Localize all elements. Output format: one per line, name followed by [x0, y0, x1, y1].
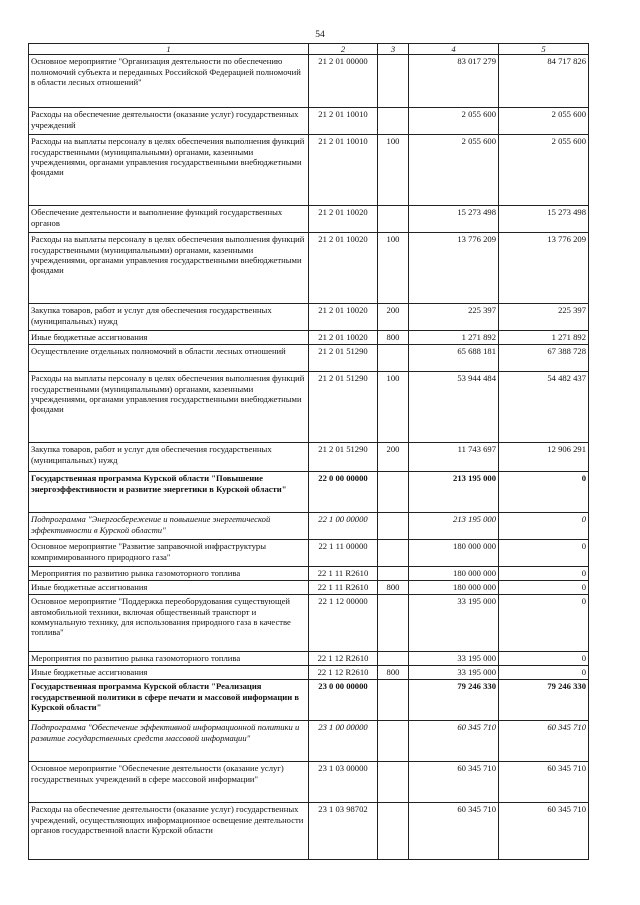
row-name-cell: Подпрограмма "Энергосбережение и повышение энергетической эффективности в Курской области" [29, 513, 309, 540]
table-row [29, 55, 589, 108]
row-value-2019-cell: 54 482 437 [499, 372, 589, 443]
row-code-cell: 22 1 12 R2610 [309, 652, 378, 666]
column-header-4: 4 [409, 44, 499, 55]
row-type-cell: 100 [378, 372, 409, 443]
row-name-cell: Подпрограмма "Обеспечение эффективной информационной политики и развитие государственных средств массовой информации" [29, 721, 309, 762]
table-row [29, 345, 589, 372]
row-value-2019-cell: 67 388 728 [499, 345, 589, 372]
row-value-2019-cell: 0 [499, 666, 589, 680]
row-name-cell: Осуществление отдельных полномочий в области лесных отношений [29, 345, 309, 372]
column-header-3: 3 [378, 44, 409, 55]
table-body [29, 55, 589, 860]
row-value-2018-cell: 2 055 600 [409, 135, 499, 206]
row-value-2019-cell: 2 055 600 [499, 108, 589, 135]
table-row [29, 803, 589, 860]
row-code-cell: 22 0 00 00000 [309, 472, 378, 513]
row-code-cell: 23 1 03 98702 [309, 803, 378, 860]
table-header-row [29, 44, 589, 55]
row-type-cell: 800 [378, 331, 409, 345]
row-value-2019-cell: 0 [499, 652, 589, 666]
row-code-cell: 21 2 01 51290 [309, 345, 378, 372]
row-value-2018-cell: 33 195 000 [409, 595, 499, 652]
row-code-cell: 21 2 01 10020 [309, 206, 378, 233]
row-code-cell: 21 2 01 10020 [309, 331, 378, 345]
row-name-cell: Основное мероприятие "Обеспечение деятельности (оказание услуг) государственных учреждений в сфере массовой информации" [29, 762, 309, 803]
row-type-cell [378, 472, 409, 513]
row-code-cell: 23 1 00 00000 [309, 721, 378, 762]
row-code-cell: 23 0 00 00000 [309, 680, 378, 721]
row-value-2018-cell: 53 944 484 [409, 372, 499, 443]
row-value-2018-cell: 60 345 710 [409, 762, 499, 803]
row-code-cell: 22 1 12 R2610 [309, 666, 378, 680]
row-type-cell [378, 803, 409, 860]
row-name-cell: Основное мероприятие "Поддержка переоборудования существующей автомобильной техники, включая общественный транспорт и коммунальную технику, для использования природного газа в качестве топлива" [29, 595, 309, 652]
table-row [29, 680, 589, 721]
row-code-cell: 21 2 01 51290 [309, 443, 378, 472]
row-name-cell: Расходы на обеспечение деятельности (оказание услуг) государственных учреждений [29, 108, 309, 135]
row-value-2018-cell: 60 345 710 [409, 721, 499, 762]
row-name-cell: Закупка товаров, работ и услуг для обеспечения государственных (муниципальных) нужд [29, 304, 309, 331]
row-value-2019-cell: 225 397 [499, 304, 589, 331]
row-type-cell: 200 [378, 304, 409, 331]
row-value-2018-cell: 79 246 330 [409, 680, 499, 721]
row-value-2018-cell: 83 017 279 [409, 55, 499, 108]
page-number: 54 [315, 30, 325, 40]
row-name-cell: Мероприятия по развитию рынка газомоторного топлива [29, 652, 309, 666]
row-type-cell [378, 595, 409, 652]
table-row [29, 581, 589, 595]
row-name-cell: Иные бюджетные ассигнования [29, 581, 309, 595]
row-name-cell: Государственная программа Курской области "Повышение энергоэффективности и развитие энергетики в Курской области" [29, 472, 309, 513]
column-header-5: 5 [499, 44, 589, 55]
row-value-2019-cell: 0 [499, 513, 589, 540]
row-type-cell [378, 108, 409, 135]
row-name-cell: Иные бюджетные ассигнования [29, 331, 309, 345]
row-value-2018-cell: 11 743 697 [409, 443, 499, 472]
row-code-cell: 22 1 11 R2610 [309, 581, 378, 595]
column-header-1: 1 [29, 44, 309, 55]
row-value-2018-cell: 180 000 000 [409, 567, 499, 581]
row-value-2019-cell: 0 [499, 472, 589, 513]
row-type-cell: 100 [378, 233, 409, 304]
table-row [29, 233, 589, 304]
row-value-2019-cell: 60 345 710 [499, 721, 589, 762]
row-value-2018-cell: 213 195 000 [409, 513, 499, 540]
row-type-cell [378, 540, 409, 567]
table-row [29, 595, 589, 652]
row-value-2019-cell: 13 776 209 [499, 233, 589, 304]
row-type-cell [378, 721, 409, 762]
table-row [29, 135, 589, 206]
row-value-2019-cell: 84 717 826 [499, 55, 589, 108]
row-value-2019-cell: 12 906 291 [499, 443, 589, 472]
row-code-cell: 23 1 03 00000 [309, 762, 378, 803]
row-type-cell [378, 567, 409, 581]
row-code-cell: 21 2 01 51290 [309, 372, 378, 443]
row-value-2019-cell: 15 273 498 [499, 206, 589, 233]
row-value-2019-cell: 0 [499, 595, 589, 652]
row-value-2019-cell: 2 055 600 [499, 135, 589, 206]
row-code-cell: 21 2 01 00000 [309, 55, 378, 108]
row-value-2019-cell: 60 345 710 [499, 762, 589, 803]
row-value-2018-cell: 225 397 [409, 304, 499, 331]
row-value-2018-cell: 13 776 209 [409, 233, 499, 304]
table-row [29, 443, 589, 472]
row-name-cell: Закупка товаров, работ и услуг для обеспечения государственных (муниципальных) нужд [29, 443, 309, 472]
row-name-cell: Основное мероприятие "Развитие заправочной инфраструктуры компримированного природного газа" [29, 540, 309, 567]
budget-table [28, 43, 589, 860]
table-row [29, 567, 589, 581]
row-value-2019-cell: 1 271 892 [499, 331, 589, 345]
row-type-cell: 100 [378, 135, 409, 206]
row-name-cell: Обеспечение деятельности и выполнение функций государственных органов [29, 206, 309, 233]
column-header-2: 2 [309, 44, 378, 55]
row-value-2018-cell: 33 195 000 [409, 652, 499, 666]
row-value-2018-cell: 1 271 892 [409, 331, 499, 345]
table-row [29, 666, 589, 680]
row-type-cell [378, 680, 409, 721]
row-type-cell: 800 [378, 581, 409, 595]
row-name-cell: Расходы на выплаты персоналу в целях обеспечения выполнения функций государственными (муниципальными) органами, казенными учреждениями, органами управления государственными внебюджетными фондами [29, 233, 309, 304]
row-code-cell: 21 2 01 10010 [309, 108, 378, 135]
row-value-2019-cell: 0 [499, 567, 589, 581]
row-type-cell [378, 345, 409, 372]
row-value-2019-cell: 60 345 710 [499, 803, 589, 860]
row-type-cell [378, 55, 409, 108]
table-row [29, 540, 589, 567]
row-type-cell [378, 652, 409, 666]
row-type-cell [378, 762, 409, 803]
row-code-cell: 21 2 01 10020 [309, 304, 378, 331]
row-value-2018-cell: 180 000 000 [409, 581, 499, 595]
row-type-cell: 200 [378, 443, 409, 472]
table-row [29, 372, 589, 443]
row-type-cell [378, 206, 409, 233]
row-code-cell: 21 2 01 10020 [309, 233, 378, 304]
table-row [29, 304, 589, 331]
row-value-2018-cell: 2 055 600 [409, 108, 499, 135]
row-value-2019-cell: 79 246 330 [499, 680, 589, 721]
row-name-cell: Государственная программа Курской области "Реализация государственной политики в сфере печати и массовой информации в Курской области" [29, 680, 309, 721]
row-name-cell: Мероприятия по развитию рынка газомоторного топлива [29, 567, 309, 581]
row-value-2019-cell: 0 [499, 581, 589, 595]
row-type-cell: 800 [378, 666, 409, 680]
row-code-cell: 22 1 00 00000 [309, 513, 378, 540]
row-value-2018-cell: 180 000 000 [409, 540, 499, 567]
table-row [29, 513, 589, 540]
row-value-2018-cell: 60 345 710 [409, 803, 499, 860]
row-name-cell: Расходы на выплаты персоналу в целях обеспечения выполнения функций государственными (муниципальными) органами, казенными учреждениями, органами управления государственными внебюджетными фондами [29, 372, 309, 443]
row-value-2018-cell: 65 688 181 [409, 345, 499, 372]
table-row [29, 721, 589, 762]
row-value-2018-cell: 15 273 498 [409, 206, 499, 233]
table-row [29, 206, 589, 233]
row-name-cell: Иные бюджетные ассигнования [29, 666, 309, 680]
table-row [29, 652, 589, 666]
table-row [29, 331, 589, 345]
row-value-2018-cell: 33 195 000 [409, 666, 499, 680]
row-value-2019-cell: 0 [499, 540, 589, 567]
row-value-2018-cell: 213 195 000 [409, 472, 499, 513]
row-code-cell: 22 1 11 00000 [309, 540, 378, 567]
row-type-cell [378, 513, 409, 540]
row-name-cell: Расходы на выплаты персоналу в целях обеспечения выполнения функций государственными (муниципальными) органами, казенными учреждениями, органами управления государственными внебюджетными фондами [29, 135, 309, 206]
row-code-cell: 22 1 11 R2610 [309, 567, 378, 581]
row-name-cell: Основное мероприятие "Организация деятельности по обеспечению полномочий субъекта и переданных Российской Федерацией полномочий в области лесных отношений" [29, 55, 309, 108]
row-name-cell: Расходы на обеспечение деятельности (оказание услуг) государственных учреждений, осуществляющих информационное освещение деятельности органов государственной власти Курской области [29, 803, 309, 860]
table-row [29, 472, 589, 513]
row-code-cell: 22 1 12 00000 [309, 595, 378, 652]
row-code-cell: 21 2 01 10010 [309, 135, 378, 206]
table-row [29, 762, 589, 803]
table-row [29, 108, 589, 135]
